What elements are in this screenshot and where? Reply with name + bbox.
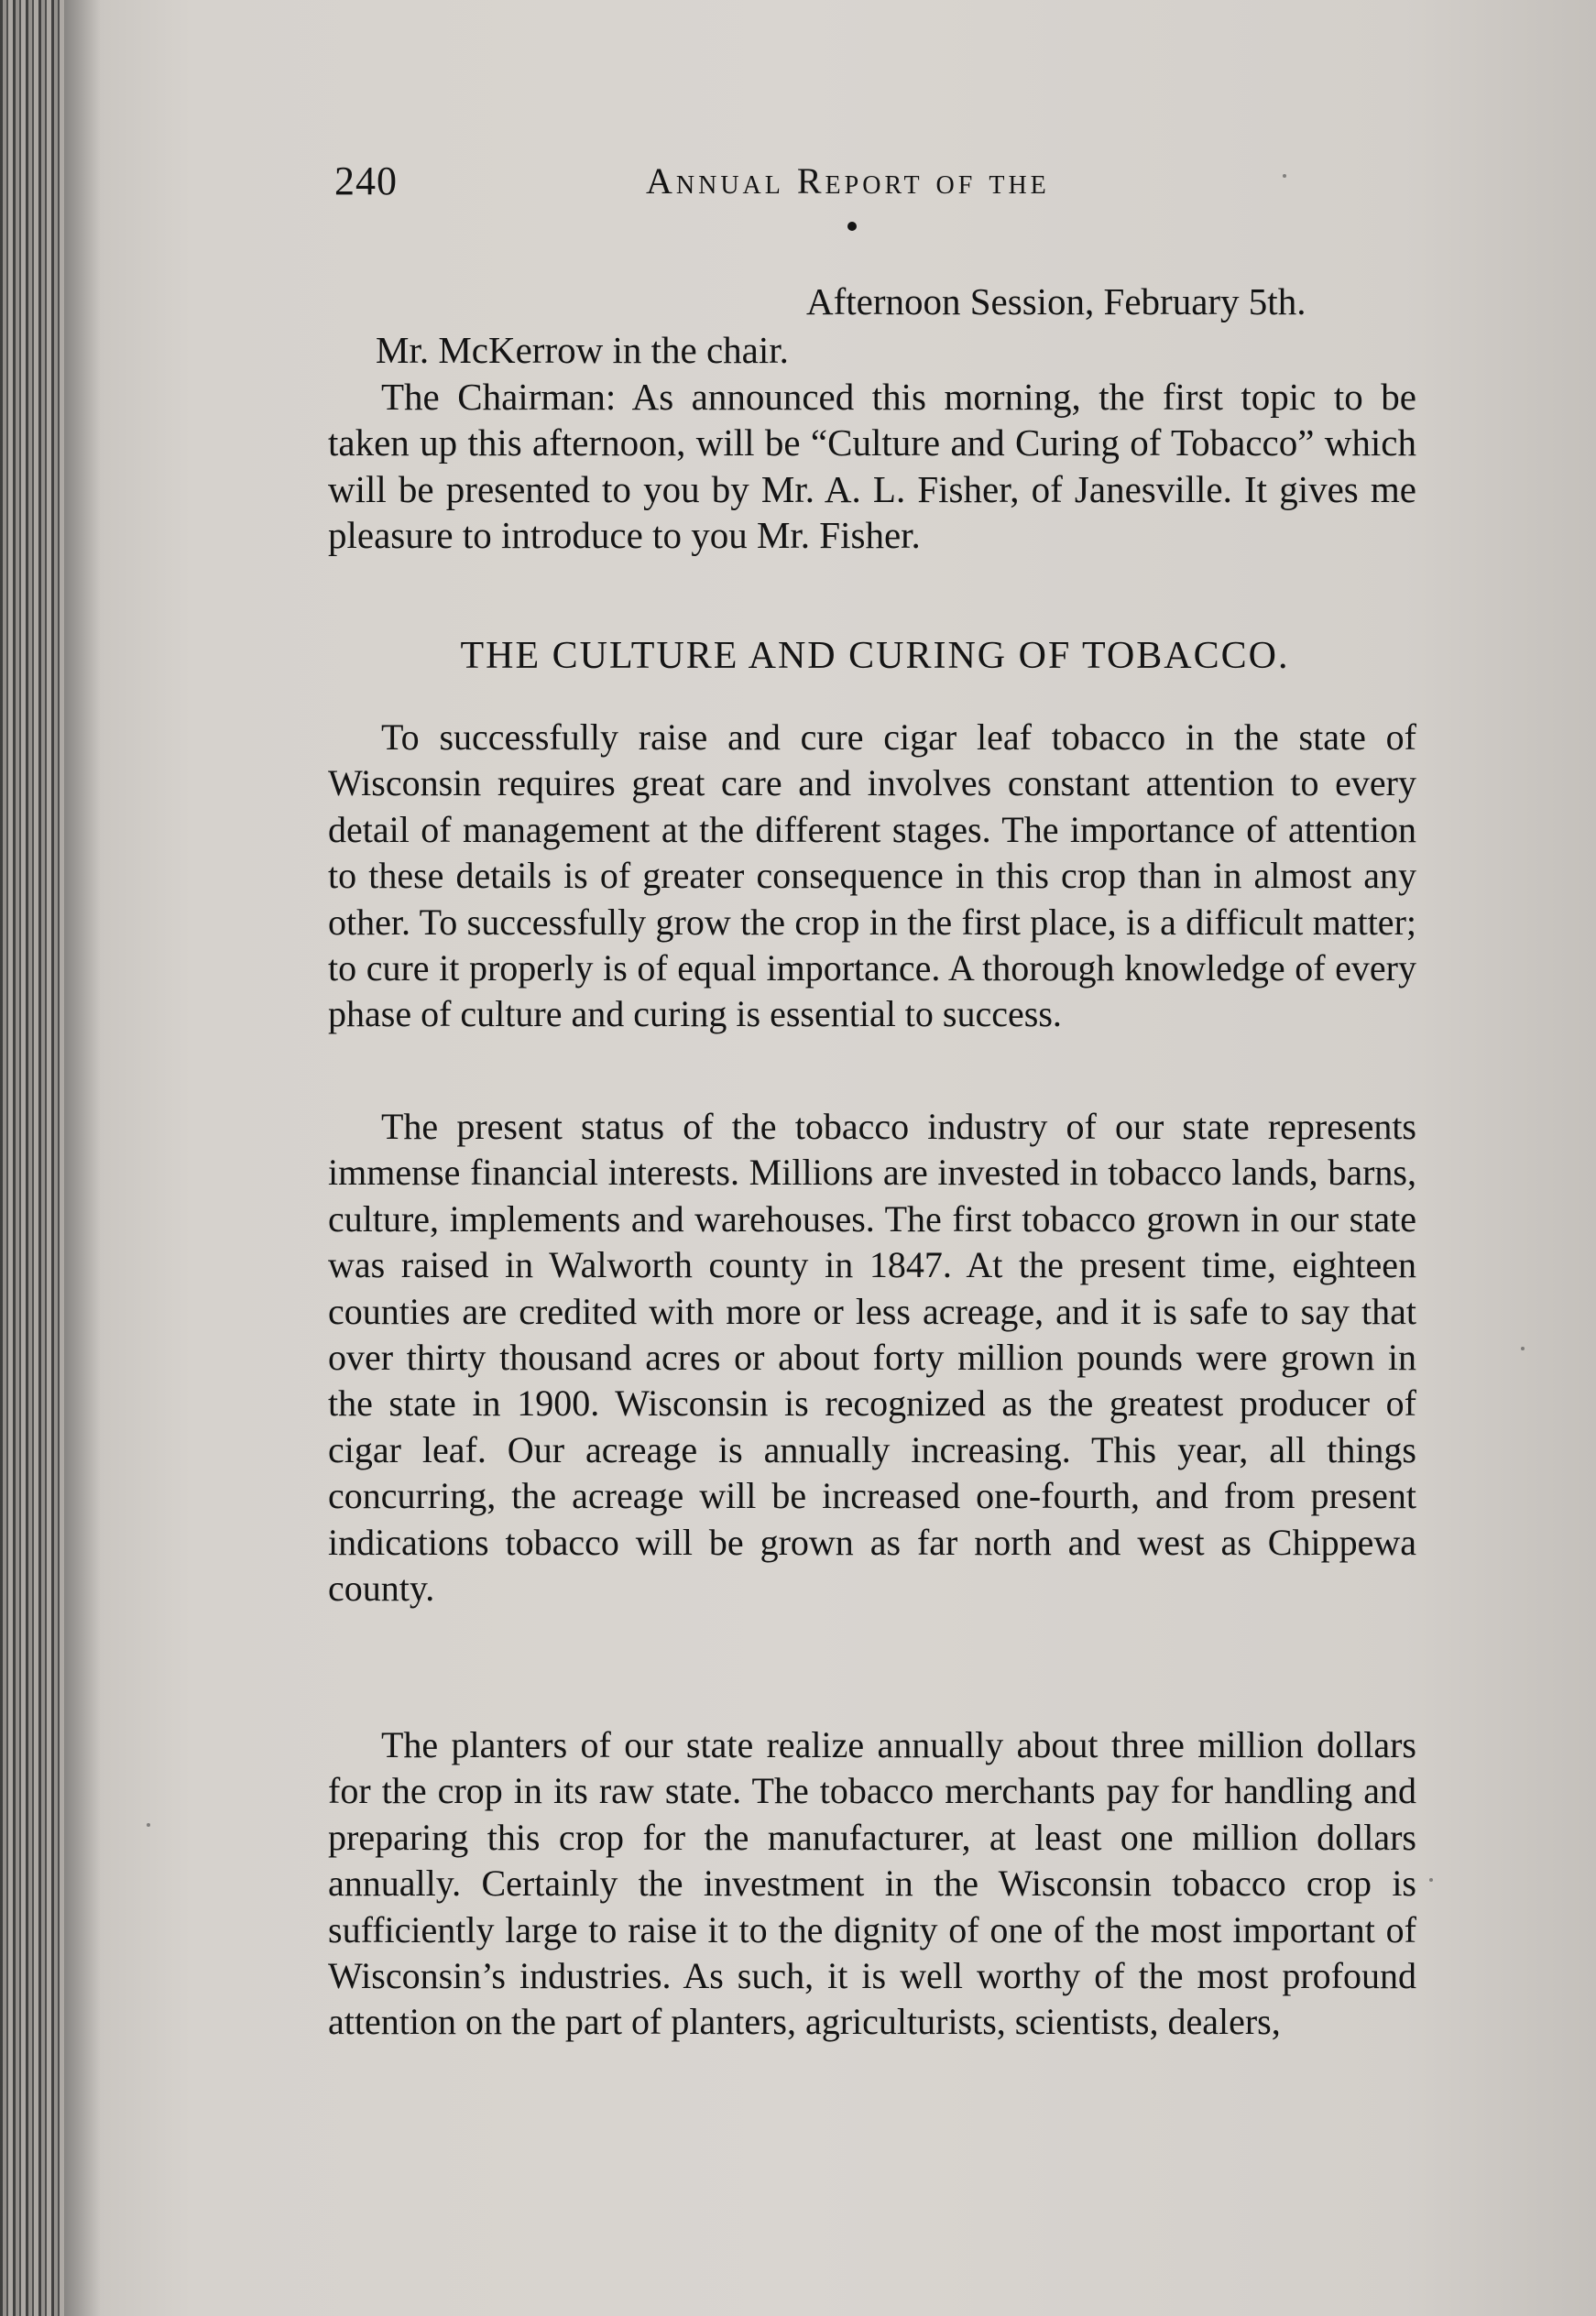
- book-binding-edge: [0, 0, 64, 2316]
- body-paragraph: To successfully raise and cure cigar leaf tobacco in the state of Wisconsin requires great care and involves constant attention to every detail of management at the different stages. The importance of attention to these details is of greater consequence in this crop than in almost any other. To successfully grow the crop in the first place, is a difficult matter; to cure it properly is of equal importance. A thorough knowledge of every phase of culture and curing is essential to success.: [328, 716, 1416, 1035]
- intro-paragraph: The Chairman: As announced this morning, the first topic to be taken up this afternoon, will be “Culture and Curing of Tobacco” which will be presented to you by Mr. A. L. Fisher, of Janesville. It gives me pleasure to introduce to you Mr. Fisher.: [328, 376, 1416, 557]
- scan-speck: [1521, 1347, 1525, 1350]
- scan-speck: [147, 1823, 150, 1827]
- article-title: THE CULTURE AND CURING OF TOBACCO.: [460, 635, 1290, 677]
- chair-line: Mr. McKerrow in the chair.: [376, 329, 789, 371]
- session-heading: Afternoon Session, February 5th.: [806, 280, 1306, 322]
- body-paragraph: The present status of the tobacco industry of our state represents immense financial interests. Millions are invested in tobacco lands, barns, culture, implements and warehouses. The first tobacco grown in our state was raised in Walworth county in 1847. At the present time, eighteen counties are credited with more or less acreage, and it is safe to say that over thirty thousand acres or about forty million pounds were grown in the state in 1900. Wisconsin is recognized as the greatest producer of cigar leaf. Our acreage is annually increasing. This year, all things concurring, the acreage will be increased one-fourth, and from present indications tobacco will be grown as far north and west as Chippewa county.: [328, 1106, 1416, 1610]
- scan-speck: [1283, 174, 1286, 178]
- scan-speck: [1429, 1878, 1433, 1882]
- page-header: [334, 158, 1397, 222]
- page-number: 240: [334, 158, 398, 203]
- body-paragraph: The planters of our state realize annually about three million dollars for the crop in its raw state. The tobacco merchants pay for handling and preparing this crop for the manufacturer, at least one million dollars annually. Certainly the investment in the Wisconsin tobacco crop is sufficiently large to raise it to the dignity of one of the most important of Wisconsin’s industries. As such, it is well worthy of the most profound attention on the part of planters, agriculturists, scientists, dealers,: [328, 1724, 1416, 2043]
- ornament-dot: [847, 222, 857, 231]
- running-head: Annual Report of the: [646, 160, 1050, 202]
- binding-shadow: [64, 0, 101, 2316]
